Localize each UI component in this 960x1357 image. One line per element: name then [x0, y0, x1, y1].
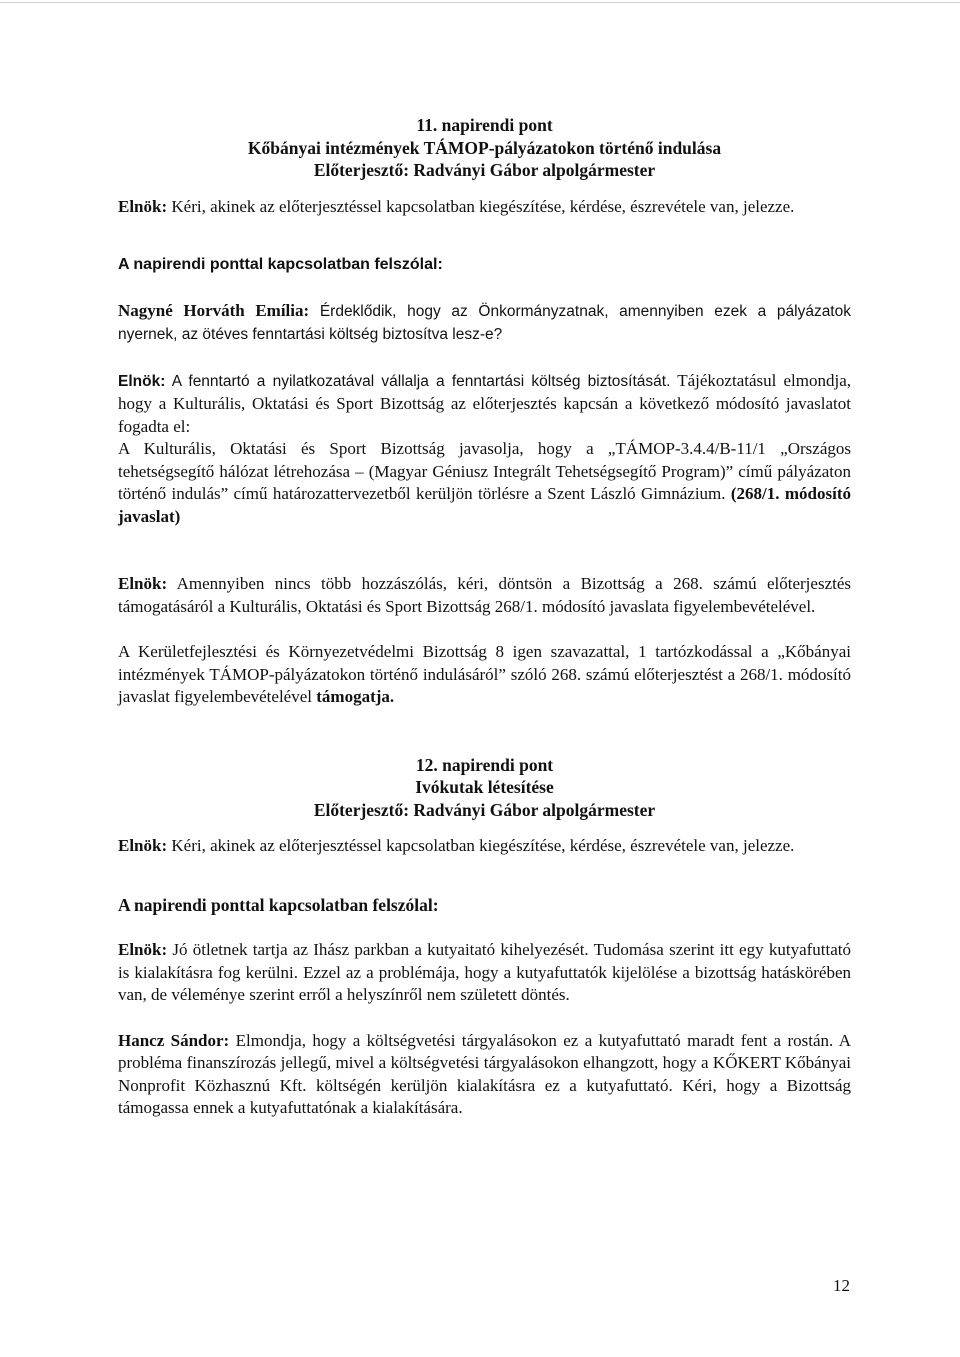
speaker-name: Elnök:	[118, 196, 168, 216]
section-12-intro	[118, 835, 851, 858]
section-11-heading	[118, 114, 851, 182]
section-11-discussion-heading: A napirendi ponttal kapcsolatban felszólal:	[118, 256, 443, 273]
section-11-comment-2	[118, 370, 851, 529]
section-12-number: 12. napirendi pont	[415, 754, 554, 775]
section-12-discussion-heading: A napirendi ponttal kapcsolatban felszólal:	[118, 894, 439, 915]
proposal-text: A Kulturális, Oktatási és Sport Bizottság javasolja, hogy a „TÁMOP-3.4.4/B-11/1 „Országos tehetségsegítő hálózat létrehozása – (Magyar Géniusz Integrált Tehetségsegítő Program)” című pályázaton történő indulás” című határozattervezetből kerüljön törlésre a Szent László Gimnázium.	[118, 439, 851, 503]
document-page	[118, 114, 851, 1120]
speech-text: Tájékoztatásul elmondja, hogy a Kulturális, Oktatási és Sport Bizottság az előterjesztés kapcsán a következő módosító javaslatot fogadta el:	[118, 370, 851, 436]
decision-result: támogatja.	[316, 687, 395, 706]
speech-text: Kéri, akinek az előterjesztéssel kapcsolatban kiegészítése, kérdése, észrevétele van, jelezze.	[167, 836, 795, 855]
speaker-name: Elnök:	[118, 940, 168, 959]
page-number: 12	[833, 1276, 850, 1295]
proposal-reference: (268/1. módosító javaslat)	[118, 484, 851, 526]
section-11-comment-1	[118, 300, 851, 347]
section-11-presenter: Előterjesztő: Radványi Gábor alpolgármester	[313, 160, 656, 180]
section-12-heading	[118, 754, 851, 822]
speaker-name: Nagyné Horváth Emília:	[118, 300, 310, 320]
speech-text: Kéri, akinek az előterjesztéssel kapcsolatban kiegészítése, kérdése, észrevétele van, jelezze.	[167, 196, 795, 216]
top-border-line	[0, 2, 960, 3]
section-11-comment-3	[118, 573, 851, 618]
section-12-presenter: Előterjesztő: Radványi Gábor alpolgármester	[313, 799, 656, 820]
section-11-title: Kőbányai intézmények TÁMOP-pályázatokon történő indulása	[247, 137, 722, 158]
speech-text: Jó ötletnek tartja az Ihász parkban a kutyaitató kihelyezését. Tudomása szerint itt egy kutyafuttató is kialakításra fog kerülni. Ezzel az a problémája, hogy a kutyafuttatók kijelölése a bizottság hatáskörében van, de véleménye szerint erről a helyszínről nem született döntés.	[118, 940, 851, 1004]
section-11-number: 11. napirendi pont	[416, 115, 553, 135]
speech-text: A fenntartó a nyilatkozatával vállalja a fenntartási költség biztosítását.	[165, 372, 671, 390]
section-12-title: Ivókutak létesítése	[415, 777, 554, 797]
section-12-comment-1	[118, 939, 851, 1007]
decision-text: A Kerületfejlesztési és Környezetvédelmi Bizottság 8 igen szavazattal, 1 tartózkodással a „Kőbányai intézmények TÁMOP-pályázatokon történő indulásáról” szóló 268. számú előterjesztést a 268/1. módosító javaslat figyelembevételével	[118, 642, 851, 706]
speech-text: Amennyiben nincs több hozzászólás, kéri, döntsön a Bizottság a 268. számú előterjesztés támogatásáról a Kulturális, Oktatási és Sport Bizottság 268/1. módosító javaslata figyelembevételével.	[118, 574, 851, 616]
speech-text: Elmondja, hogy a költségvetési tárgyalásokon ez a kutyafuttató maradt fent a rostán. A probléma finanszírozás jellegű, mivel a költségvetési tárgyalásokon elhangzott, hogy a KŐKERT Kőbányai Nonprofit Közhasznú Kft. költségén kerüljön kialakításra ez a kutyafuttató. Kéri, hogy a Bizottság támogassa ennek a kutyafuttatónak a kialakítására.	[118, 1030, 852, 1117]
speaker-name: Elnök:	[118, 836, 168, 855]
speaker-name: Hancz Sándor:	[118, 1030, 230, 1050]
speaker-name: Elnök:	[118, 372, 166, 390]
section-11-intro	[118, 196, 851, 219]
speech-text: Érdeklődik, hogy az Önkormányzatnak, amennyiben ezek a pályázatok nyernek, az ötéves fenntartási költség biztosítva lesz-e?	[118, 302, 851, 343]
speaker-name: Elnök:	[118, 574, 168, 593]
section-12-comment-2	[118, 1030, 851, 1120]
section-11-decision	[118, 641, 851, 709]
